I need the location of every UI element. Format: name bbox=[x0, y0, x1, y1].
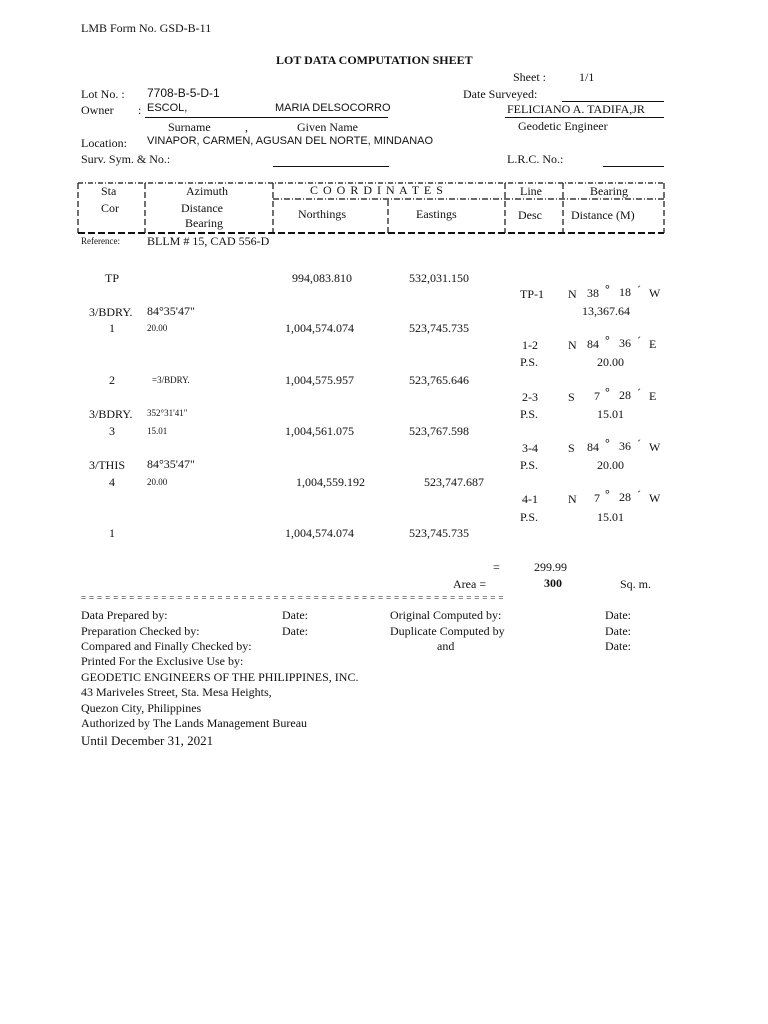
line-degrees: 84 bbox=[587, 440, 599, 454]
station-sta: 3/BDRY. bbox=[89, 407, 133, 421]
line-ns: N bbox=[568, 287, 577, 301]
date-label: Date: bbox=[605, 608, 631, 622]
line-label: 1-2 bbox=[522, 338, 538, 352]
surname-label: Surname bbox=[168, 120, 211, 134]
station-sta: 3/THIS bbox=[89, 458, 125, 472]
line-desc: P.S. bbox=[520, 458, 539, 472]
lrc-label: L.R.C. No.: bbox=[507, 152, 564, 166]
line-label: 3-4 bbox=[522, 441, 538, 455]
col-bearing-right: Bearing bbox=[590, 184, 628, 198]
station-sta: 2 bbox=[109, 373, 115, 387]
station-azimuth: =3/BDRY. bbox=[152, 375, 190, 385]
engineer-name: FELICIANO A. TADIFA,JR bbox=[507, 102, 645, 116]
degree-mark: ° bbox=[605, 282, 610, 296]
line-degrees: 38 bbox=[587, 286, 599, 300]
minute-mark: ´ bbox=[637, 488, 641, 502]
lot-no-value: 7708-B-5-D-1 bbox=[147, 86, 220, 100]
reference-label: Reference: bbox=[81, 236, 120, 246]
station-northing: 1,004,561.075 bbox=[285, 424, 354, 438]
line-ns: N bbox=[568, 492, 577, 506]
station-northing: 994,083.810 bbox=[292, 271, 352, 285]
line-ew: E bbox=[649, 389, 657, 403]
col-sta: Sta bbox=[101, 184, 117, 198]
station-azimuth: 352°31'41" bbox=[147, 408, 188, 418]
name-comma: , bbox=[245, 120, 248, 134]
line-desc: P.S. bbox=[520, 407, 539, 421]
col-line: Line bbox=[520, 184, 542, 198]
line-distance: 20.00 bbox=[597, 458, 624, 472]
col-northings: Northings bbox=[298, 207, 346, 221]
owner-given-name: MARIA DELSOCORRO bbox=[275, 102, 391, 114]
separator-line: = = = = = = = = = = = = = = = = = = = = = = = = = = = = = = = = = = = = = = = = = = = = = = = = = = = = = bbox=[81, 593, 504, 603]
degree-mark: ° bbox=[605, 436, 610, 450]
owner-label: Owner bbox=[81, 103, 114, 117]
line-ns: S bbox=[568, 441, 575, 455]
preparation-checked-label: Preparation Checked by: bbox=[81, 624, 200, 638]
location-label: Location: bbox=[81, 136, 127, 150]
degree-mark: ° bbox=[605, 385, 610, 399]
date-label: Date: bbox=[605, 624, 631, 638]
col-distance: Distance bbox=[181, 201, 223, 215]
line-ew: W bbox=[649, 491, 661, 505]
line-desc: P.S. bbox=[520, 510, 539, 524]
line-ns: N bbox=[568, 338, 577, 352]
col-cor: Cor bbox=[101, 201, 119, 215]
original-computed-label: Original Computed by: bbox=[390, 608, 502, 622]
date-label: Date: bbox=[605, 639, 631, 653]
area-label: Area = bbox=[453, 577, 487, 591]
valid-until: Until December 31, 2021 bbox=[81, 733, 214, 748]
data-prepared-label: Data Prepared by: bbox=[81, 608, 168, 622]
line-minutes: 28 bbox=[619, 388, 631, 402]
duplicate-computed-label: Duplicate Computed by bbox=[390, 624, 505, 638]
line-label: 2-3 bbox=[522, 390, 538, 404]
area-value: 300 bbox=[544, 576, 562, 590]
reference-value: BLLM # 15, CAD 556-D bbox=[147, 234, 270, 248]
line-distance: 20.00 bbox=[597, 355, 624, 369]
degree-mark: ° bbox=[605, 333, 610, 347]
line-degrees: 7 bbox=[594, 389, 600, 403]
line-distance: 15.01 bbox=[597, 407, 624, 421]
col-azimuth: Azimuth bbox=[186, 184, 228, 198]
col-coordinates: C O O R D I N A T E S bbox=[310, 183, 444, 197]
station-azimuth: 84°35'47" bbox=[147, 304, 195, 318]
date-label: Date: bbox=[282, 608, 308, 622]
station-sta: 1 bbox=[109, 321, 115, 335]
station-easting: 523,765.646 bbox=[409, 373, 469, 387]
date-surveyed-label: Date Surveyed: bbox=[463, 87, 538, 101]
sheet-value: 1/1 bbox=[579, 70, 595, 84]
perimeter-value: 299.99 bbox=[534, 560, 567, 574]
given-name-label: Given Name bbox=[297, 120, 358, 134]
minute-mark: ´ bbox=[637, 283, 641, 297]
owner-surname: ESCOL, bbox=[147, 102, 188, 114]
line-label: 4-1 bbox=[522, 492, 538, 506]
line-minutes: 28 bbox=[619, 490, 631, 504]
surv-label: Surv. Sym. & No.: bbox=[81, 152, 171, 166]
page-title: LOT DATA COMPUTATION SHEET bbox=[276, 53, 473, 67]
line-degrees: 84 bbox=[587, 337, 599, 351]
owner-separator: : bbox=[138, 103, 142, 117]
line-distance: 13,367.64 bbox=[582, 304, 630, 318]
station-easting: 523,745.735 bbox=[409, 321, 469, 335]
line-label: TP-1 bbox=[520, 287, 544, 301]
station-sta: 3/BDRY. bbox=[89, 305, 133, 319]
station-sta: 4 bbox=[109, 475, 115, 489]
station-easting: 523,747.687 bbox=[424, 475, 484, 489]
line-minutes: 36 bbox=[619, 336, 631, 350]
degree-mark: ° bbox=[605, 487, 610, 501]
col-distance-m: Distance (M) bbox=[571, 208, 635, 222]
company-name: GEODETIC ENGINEERS OF THE PHILIPPINES, INC. bbox=[81, 670, 359, 684]
station-easting: 532,031.150 bbox=[409, 271, 469, 285]
station-easting: 523,745.735 bbox=[409, 526, 469, 540]
minute-mark: ´ bbox=[637, 437, 641, 451]
col-eastings: Eastings bbox=[416, 207, 457, 221]
station-northing: 1,004,574.074 bbox=[285, 526, 354, 540]
minute-mark: ´ bbox=[637, 386, 641, 400]
and-label: and bbox=[437, 639, 455, 653]
station-distance: 20.00 bbox=[147, 323, 168, 333]
line-ew: W bbox=[649, 440, 661, 454]
authorized-by: Authorized by The Lands Management Bureau bbox=[81, 716, 308, 730]
station-azimuth: 84°35'47" bbox=[147, 457, 195, 471]
line-ew: W bbox=[649, 286, 661, 300]
station-northing: 1,004,574.074 bbox=[285, 321, 354, 335]
station-northing: 1,004,559.192 bbox=[296, 475, 365, 489]
line-degrees: 7 bbox=[594, 491, 600, 505]
lot-no-label: Lot No. : bbox=[81, 87, 125, 101]
engineer-title: Geodetic Engineer bbox=[518, 119, 608, 133]
sheet-label: Sheet : bbox=[513, 70, 546, 84]
company-address-line2: Quezon City, Philippines bbox=[81, 701, 202, 715]
station-distance: 15.01 bbox=[147, 426, 168, 436]
minute-mark: ´ bbox=[637, 334, 641, 348]
printed-for-label: Printed For the Exclusive Use by: bbox=[81, 654, 244, 668]
line-ew: E bbox=[649, 337, 657, 351]
station-northing: 1,004,575.957 bbox=[285, 373, 354, 387]
station-sta: 3 bbox=[109, 424, 115, 438]
col-desc: Desc bbox=[518, 208, 542, 222]
col-bearing: Bearing bbox=[185, 216, 223, 230]
location-value: VINAPOR, CARMEN, AGUSAN DEL NORTE, MINDANAO bbox=[147, 135, 434, 147]
form-number: LMB Form No. GSD-B-11 bbox=[81, 21, 212, 35]
compared-checked-label: Compared and Finally Checked by: bbox=[81, 639, 252, 653]
station-distance: 20.00 bbox=[147, 477, 168, 487]
station-easting: 523,767.598 bbox=[409, 424, 469, 438]
date-label: Date: bbox=[282, 624, 308, 638]
perimeter-equals: = bbox=[493, 560, 500, 574]
station-sta: TP bbox=[105, 271, 120, 285]
company-address-line1: 43 Mariveles Street, Sta. Mesa Heights, bbox=[81, 685, 272, 699]
station-sta: 1 bbox=[109, 526, 115, 540]
line-desc: P.S. bbox=[520, 355, 539, 369]
line-distance: 15.01 bbox=[597, 510, 624, 524]
line-minutes: 36 bbox=[619, 439, 631, 453]
line-ns: S bbox=[568, 390, 575, 404]
area-unit: Sq. m. bbox=[620, 577, 652, 591]
line-minutes: 18 bbox=[619, 285, 631, 299]
